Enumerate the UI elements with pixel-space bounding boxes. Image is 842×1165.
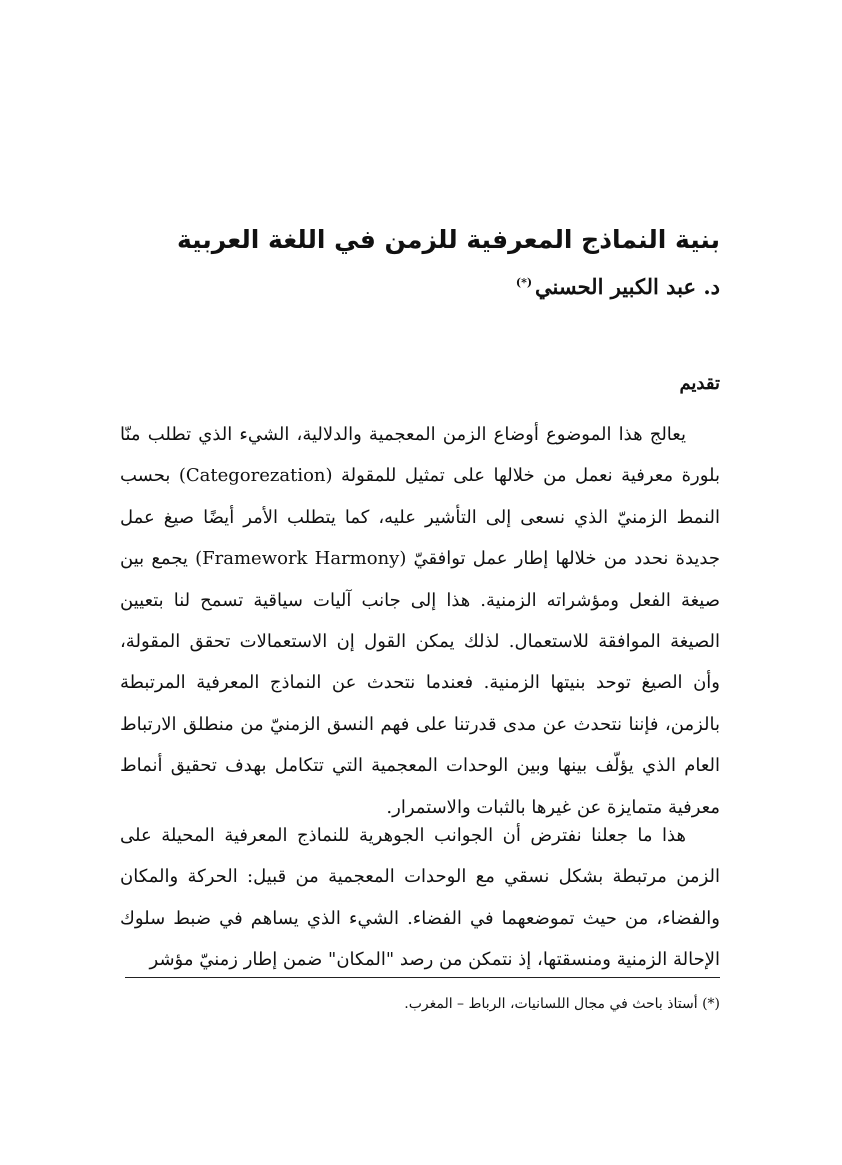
footnote-divider	[125, 977, 720, 978]
author-name: د. عبد الكبير الحسني	[535, 274, 720, 299]
author-line	[516, 268, 720, 302]
article-title: بنية النماذج المعرفية للزمن في اللغة العربية	[176, 225, 720, 254]
body-paragraph-2: هذا ما جعلنا نفترض أن الجوانب الجوهرية للنماذج المعرفية المحيلة على الزمن مرتبطة بشكل نسقي مع الوحدات المعجمية من قبيل: الحركة والمكان والفضاء، من حيث تموضعهما في الفضاء. الشيء الذي يساهم في ضبط سلوك الإحالة الزمنية ومنسقتها، إذ نتمكن من رصد "المكان" ضمن إطار زمنيّ مؤشر	[120, 825, 720, 971]
body-paragraph-1: يعالج هذا الموضوع أوضاع الزمن المعجمية والدلالية، الشيء الذي تطلب منّا بلورة معرفية نعمل من خلالها على تمثيل للمقولة (Categorezation) بحسب النمط الزمنيّ الذي نسعى إلى التأشير عليه، كما يتطلب الأمر أيضًا صيغ عمل جديدة نحدد من خلالها إطار عمل توافقيّ (Framework Harmony) يجمع بين صيغة الفعل ومؤشراته الزمنية. هذا إلى جانب آليات سياقية تسمح لنا بتعيين الصيغة الموافقة للاستعمال. لذلك يمكن القول إن الاستعمالات تحقق المقولة، وأن الصيغ توحد بنيتها الزمنية. فعندما نتحدث عن النماذج المعرفية المرتبطة بالزمن، فإننا نتحدث عن مدى قدرتنا على فهم النسق الزمنيّ من منطلق الارتباط العام الذي يؤلّف بينها وبين الوحدات المعجمية التي تتكامل بهدف تحقيق أنماط معرفية متمايزة عن غيرها بالثبات والاستمرار.	[120, 424, 720, 818]
footnote: (*) أستاذ باحث في مجال اللسانيات، الرباط – المغرب.	[404, 996, 720, 1012]
section-heading-introduction: تقديم	[679, 373, 720, 394]
author-footnote-marker[interactable]: (*)	[515, 276, 533, 289]
